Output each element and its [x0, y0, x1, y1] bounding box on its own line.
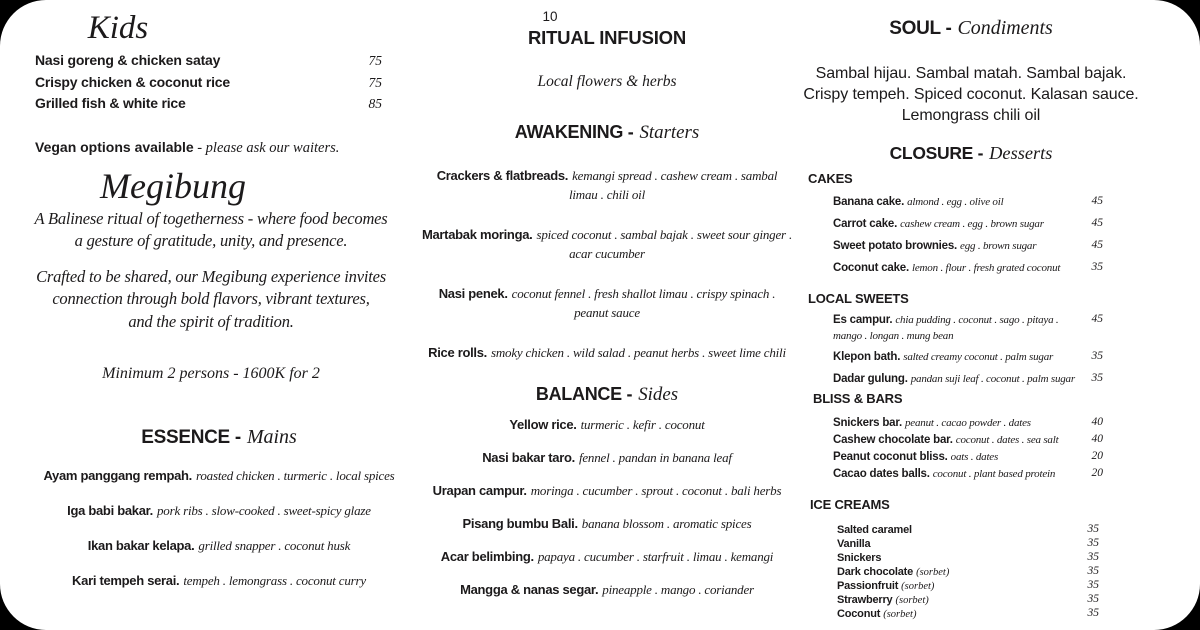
menu-row [837, 564, 1099, 578]
item-name: Coconut [837, 608, 881, 620]
menu-row [833, 194, 1103, 209]
item-name: Ayam panggang rempah. [43, 468, 192, 484]
item-price: 75 [368, 53, 382, 68]
vegan-note-italic: - please ask our waiters. [197, 139, 340, 156]
item-name: Carrot cake. [833, 218, 898, 230]
item-price: 35 [1091, 371, 1103, 384]
menu-row [420, 548, 794, 566]
item-note: (sorbet) [883, 609, 917, 620]
item-price: 75 [368, 74, 382, 90]
item-name: Snickers [837, 552, 882, 564]
ice-creams-label: ICE CREAMS [810, 497, 890, 512]
paragraph-line: Crafted to be shared, our Megibung experience invites [36, 266, 386, 286]
item-name: Sweet potato brownies. [833, 240, 958, 252]
item-description: pineapple . mango . coriander [602, 581, 754, 597]
ritual-infusion-title: RITUAL INFUSION [527, 27, 687, 48]
menu-row [420, 167, 794, 204]
item-price: 45 [1091, 217, 1103, 229]
item-name: Ikan bakar kelapa. [87, 538, 195, 554]
item-price: 35 [1087, 537, 1099, 549]
item-name: Salted caramel [837, 524, 912, 536]
item-description: lemon . flour . fresh grated coconut [912, 262, 1061, 274]
item-description: salted creamy coconut . palm sugar [903, 351, 1054, 363]
item-name: Nasi penek. [438, 286, 508, 301]
menu-row [35, 95, 382, 117]
item-name: Klepon bath. [833, 351, 901, 363]
menu-row [833, 415, 1103, 429]
item-description: papaya . cucumber . starfruit . limau . kemangi [537, 548, 774, 564]
item-price: 35 [1087, 565, 1099, 577]
item-price: 85 [368, 96, 382, 111]
menu-row [28, 467, 410, 485]
condiments-line: Sambal hijau. Sambal matah. Sambal bajak. [815, 65, 1127, 82]
item-note: (sorbet) [901, 581, 935, 592]
local-sweets-item-list [833, 312, 1103, 386]
item-description: spiced coconut . sambal bajak . sweet sour ginger . acar cucumber [536, 227, 793, 261]
item-name: Coconut cake. [833, 262, 910, 274]
ritual-infusion-subtitle: Local flowers & herbs [537, 73, 677, 90]
item-name: Martabak moringa. [421, 227, 533, 242]
item-name: Pisang bumbu Bali. [462, 515, 578, 531]
item-name: Crispy chicken & coconut rice [35, 73, 230, 90]
heading-bold: BALANCE - [535, 383, 633, 404]
item-price: 40 [1091, 416, 1103, 428]
item-price: 35 [1087, 551, 1099, 563]
megibung-description-paragraph [28, 266, 394, 334]
heading-italic: Mains [246, 426, 297, 449]
menu-row [28, 502, 410, 520]
menu-row [420, 482, 794, 500]
item-description: roasted chicken . turmeric . local spices [195, 468, 395, 484]
megibung-section-title: Megibung [100, 165, 246, 206]
bliss-bars-item-list [833, 415, 1103, 480]
item-name: Yellow rice. [509, 416, 577, 432]
item-description: turmeric . kefir . coconut [580, 416, 705, 432]
item-price: 20 [1091, 450, 1103, 462]
menu-row [837, 578, 1099, 592]
menu-row [833, 449, 1103, 463]
heading-bold: SOUL - [889, 18, 952, 39]
menu-row [833, 466, 1103, 480]
item-price: 20 [1091, 467, 1103, 479]
condiments-text [795, 63, 1147, 126]
menu-row [833, 260, 1103, 275]
menu-row [833, 238, 1103, 253]
heading-italic: Desserts [989, 143, 1053, 163]
kids-section-title: Kids [87, 10, 149, 46]
item-description: moringa . cucumber . sprout . coconut . bali herbs [530, 482, 782, 498]
heading-italic: Condiments [957, 17, 1053, 39]
heading-italic: Starters [639, 122, 700, 143]
item-description: egg . brown sugar [960, 240, 1037, 252]
item-description: cashew cream . egg . brown sugar [900, 218, 1044, 230]
item-name: Strawberry [837, 594, 893, 606]
item-note: (sorbet) [916, 567, 950, 578]
item-name: Vanilla [837, 538, 871, 550]
heading-bold: AWAKENING - [514, 122, 634, 142]
paragraph-line: a gesture of gratitude, unity, and presence. [74, 231, 348, 251]
menu-row [420, 285, 794, 322]
item-description: kemangi spread . cashew cream . sambal limau . chili oil [568, 168, 778, 202]
menu-row [837, 550, 1099, 564]
item-price: 35 [1087, 579, 1099, 591]
menu-row [35, 52, 382, 74]
menu-row [35, 74, 382, 96]
bliss-bars-label: BLISS & BARS [813, 391, 903, 406]
item-name: Cashew chocolate bar. [833, 434, 953, 446]
heading-bold: CLOSURE - [889, 143, 984, 163]
item-name: Peanut coconut bliss. [833, 451, 948, 463]
right-column [795, 0, 1147, 620]
item-name: Urapan campur. [432, 482, 527, 498]
item-name: Dark chocolate [837, 566, 914, 578]
local-sweets-label: LOCAL SWEETS [808, 291, 909, 306]
item-price: 35 [1087, 607, 1099, 619]
item-note: (sorbet) [895, 595, 929, 606]
item-name: Grilled fish & white rice [35, 95, 186, 111]
item-name: Kari tempeh serai. [72, 573, 180, 589]
menu-row [420, 449, 794, 467]
menu-row [837, 522, 1099, 536]
menu-row [833, 371, 1103, 387]
menu-row [833, 216, 1103, 231]
item-description: oats . dates [950, 451, 999, 463]
item-name: Iga babi bakar. [67, 503, 153, 519]
item-price: 45 [1091, 313, 1103, 325]
menu-row [420, 344, 794, 363]
item-price: 45 [1091, 195, 1103, 207]
ice-creams-item-list [837, 522, 1099, 620]
cakes-item-list [833, 194, 1103, 275]
item-name: Rice rolls. [428, 345, 487, 360]
middle-column [420, 0, 794, 599]
megibung-intro-paragraph [28, 208, 394, 253]
item-description: pandan suji leaf . coconut . palm sugar [910, 372, 1075, 385]
menu-row [837, 536, 1099, 550]
item-description: coconut . dates . sea salt [955, 434, 1059, 446]
item-description: chia pudding . coconut . sago . pitaya . mango . longan . mung bean [833, 314, 1059, 342]
menu-row [833, 349, 1103, 365]
item-price: 35 [1087, 523, 1099, 535]
awakening-starters-heading [420, 121, 794, 144]
item-name: Cacao dates balls. [833, 468, 930, 480]
condiments-line: Crispy tempeh. Spiced coconut. Kalasan sauce. [803, 86, 1139, 103]
essence-mains-heading [28, 426, 410, 449]
heading-bold: ESSENCE - [141, 427, 241, 449]
paragraph-line: and the spirit of tradition. [128, 311, 294, 331]
balance-sides-heading [420, 383, 794, 406]
left-column [28, 0, 410, 590]
item-name: Crackers & flatbreads. [436, 168, 569, 183]
condiments-line: Lemongrass chili oil [901, 107, 1041, 124]
cakes-label: CAKES [808, 171, 853, 186]
sides-item-list [420, 416, 794, 599]
item-description: pork ribs . slow-cooked . sweet-spicy glaze [157, 503, 371, 519]
menu-row [833, 432, 1103, 446]
menu-row [837, 606, 1099, 620]
menu-row [837, 592, 1099, 606]
soul-condiments-heading [795, 16, 1147, 41]
vegan-note [35, 139, 410, 157]
menu-row [28, 537, 410, 555]
starters-item-list [420, 167, 794, 363]
menu-row [28, 572, 410, 590]
item-name: Acar belimbing. [440, 548, 534, 564]
item-description: smoky chicken . wild salad . peanut herbs . sweet lime chili [490, 345, 786, 360]
item-name: Nasi goreng & chicken satay [35, 52, 221, 68]
item-description: grilled snapper . coconut husk [198, 538, 351, 554]
vegan-note-bold: Vegan options available [35, 138, 194, 155]
menu-row [420, 416, 794, 434]
item-description: tempeh . lemongrass . coconut curry [183, 573, 366, 589]
item-description: almond . egg . olive oil [907, 196, 1004, 208]
item-price: 35 [1091, 350, 1103, 362]
item-description: banana blossom . aromatic spices [581, 515, 752, 531]
page-number: 10 [542, 9, 558, 24]
item-name: Passionfruit [837, 580, 899, 592]
menu-row [833, 312, 1103, 343]
item-price: 35 [1091, 261, 1103, 273]
minimum-persons-note: Minimum 2 persons - 1600K for 2 [102, 365, 320, 383]
item-name: Snickers bar. [833, 417, 902, 429]
item-name: Es campur. [833, 314, 893, 326]
closure-desserts-heading [795, 143, 1147, 163]
menu-row [420, 515, 794, 533]
item-description: coconut . plant based protein [932, 468, 1056, 480]
item-description: fennel . pandan in banana leaf [578, 449, 732, 465]
item-name: Banana cake. [833, 196, 905, 208]
item-name: Mangga & nanas segar. [460, 581, 599, 597]
item-description: coconut fennel . fresh shallot limau . crispy spinach . peanut sauce [511, 286, 776, 320]
mains-item-list [28, 467, 410, 590]
heading-italic: Sides [638, 383, 679, 405]
item-description: peanut . cacao powder . dates [905, 417, 1031, 429]
item-price: 40 [1091, 433, 1103, 445]
menu-row [420, 226, 794, 263]
item-price: 35 [1087, 593, 1099, 605]
item-name: Nasi bakar taro. [482, 449, 575, 465]
menu-row [420, 581, 794, 599]
item-name: Dadar gulung. [833, 372, 908, 385]
paragraph-line: connection through bold flavors, vibrant textures, [52, 289, 370, 309]
kids-item-list [35, 52, 382, 117]
paragraph-line: A Balinese ritual of togetherness - where food becomes [34, 208, 388, 228]
item-price: 45 [1091, 239, 1103, 251]
